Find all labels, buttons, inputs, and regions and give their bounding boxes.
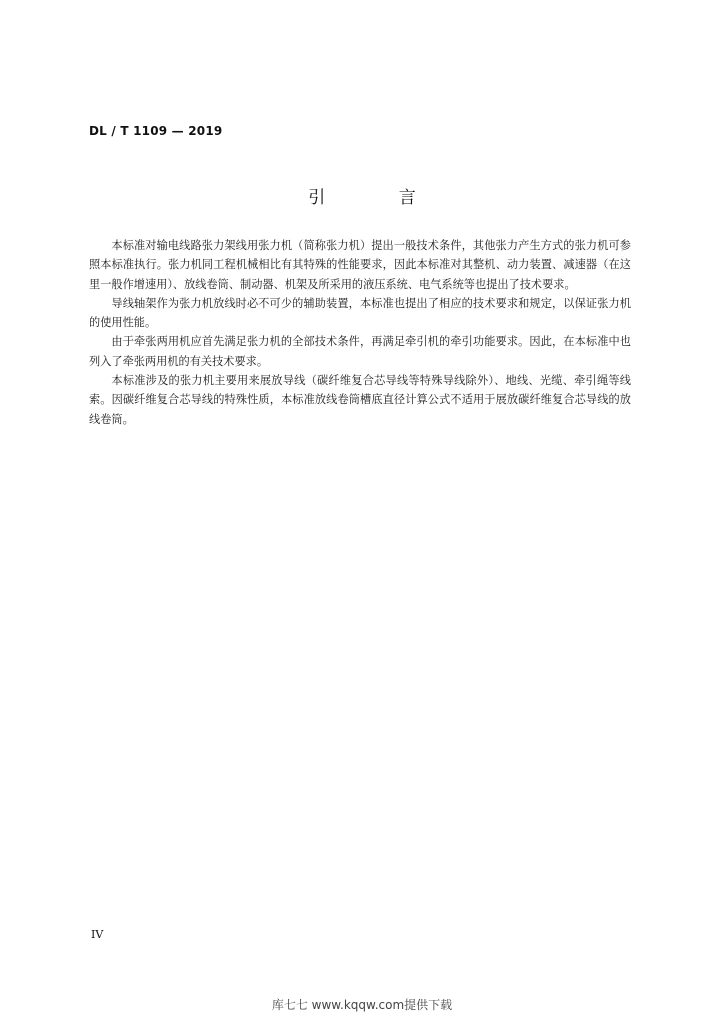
standard-code: DL / T 1109 — 2019 — [89, 124, 223, 138]
body-text — [89, 236, 631, 429]
paragraph: 本标准涉及的张力机主要用来展放导线（碳纤维复合芯导线等特殊导线除外）、地线、光缆、牵引绳等线索。因碳纤维复合芯导线的特殊性质，本标准放线卷筒槽底直径计算公式不适用于展放碳纤维复合芯导线的放线卷筒。 — [89, 374, 631, 426]
paragraph: 导线轴架作为张力机放线时必不可少的辅助装置，本标准也提出了相应的技术要求和规定，以保证张力机的使用性能。 — [89, 296, 631, 330]
download-watermark: 库七七 www.kqqw.com提供下载 — [271, 998, 453, 1012]
section-title: 引 言 — [308, 188, 450, 208]
paragraph: 本标准对输电线路张力架线用张力机（简称张力机）提出一般技术条件，其他张力产生方式的张力机可参照本标准执行。张力机同工程机械相比有其特殊的性能要求，因此本标准对其整机、动力装置、减速器（在这里一般作增速用）、放线卷筒、制动器、机架及所采用的液压系统、电气系统等也提出了技术要求。 — [89, 239, 631, 291]
paragraph: 由于牵张两用机应首先满足张力机的全部技术条件，再满足牵引机的牵引功能要求。因此，在本标准中也列入了牵张两用机的有关技术要求。 — [89, 335, 631, 368]
page-number: IV — [91, 928, 104, 941]
